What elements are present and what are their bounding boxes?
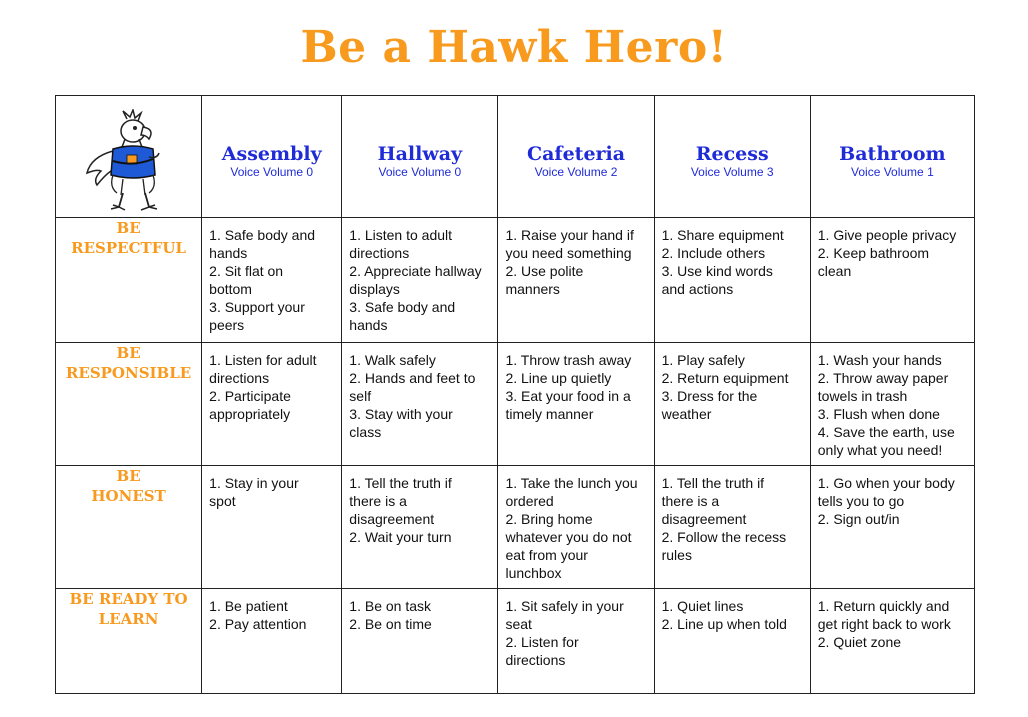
- expectation-text: 2. Wait your turn: [349, 529, 452, 545]
- voice-volume-label: Voice Volume 0: [378, 164, 462, 179]
- expectation-text: manners: [505, 281, 560, 297]
- expectation-text: ordered: [505, 493, 554, 509]
- expectation-cell: [498, 466, 654, 589]
- expectation-text: 2. Appreciate hallway: [349, 263, 482, 279]
- expectation-text: 2. Sit flat on: [209, 263, 284, 279]
- expectation-text: 1. Walk safely: [349, 352, 436, 368]
- expectation-row: [56, 589, 975, 694]
- row-label: RESPECTFUL: [71, 239, 186, 257]
- voice-volume-label: Voice Volume 2: [534, 164, 618, 179]
- expectation-cell: [342, 343, 498, 466]
- header-row: [56, 96, 975, 218]
- expectation-text: 2. Hands and feet to: [349, 370, 476, 386]
- column-header-cafeteria: [498, 96, 654, 218]
- expectation-text: clean: [817, 263, 852, 279]
- expectation-cell: [654, 343, 810, 466]
- expectation-text: 1. Throw trash away: [505, 352, 632, 368]
- expectation-cell: [342, 218, 498, 343]
- expectation-cell: [810, 589, 974, 694]
- expectation-text: 2. Participate: [209, 388, 291, 404]
- expectation-cell: [202, 343, 342, 466]
- expectation-cell: [202, 218, 342, 343]
- expectation-cell: [810, 466, 974, 589]
- expectation-text: 1. Safe body and: [209, 227, 316, 243]
- expectation-text: 1. Stay in your: [209, 475, 299, 491]
- expectation-cell: [342, 466, 498, 589]
- expectation-text: 2. Bring home: [505, 511, 593, 527]
- expectation-text: hands: [349, 317, 388, 333]
- expectation-text: spot: [209, 493, 236, 509]
- page-title: Be a Hawk Hero!: [300, 22, 728, 73]
- expectation-text: 1. Listen to adult: [349, 227, 453, 243]
- expectation-cell: [810, 343, 974, 466]
- mascot-cell: [56, 96, 202, 218]
- row-label-cell: [56, 589, 202, 694]
- expectation-text: directions: [209, 370, 270, 386]
- expectation-text: 3. Use kind words: [661, 263, 773, 279]
- row-label: BE READY TO: [69, 590, 188, 608]
- expectation-text: displays: [349, 281, 400, 297]
- behavior-matrix-table: [55, 95, 975, 694]
- expectation-text: get right back to work: [817, 616, 951, 632]
- expectation-text: 1. Sit safely in your: [505, 598, 624, 614]
- expectation-text: disagreement: [661, 511, 747, 527]
- column-header-bathroom: [810, 96, 974, 218]
- row-label: LEARN: [98, 610, 159, 628]
- expectation-cell: [498, 218, 654, 343]
- expectation-cell: [498, 343, 654, 466]
- expectation-cell: [342, 589, 498, 694]
- row-label-cell: [56, 466, 202, 589]
- expectation-text: 1. Raise your hand if: [505, 227, 634, 243]
- expectation-text: 2. Sign out/in: [817, 511, 900, 527]
- expectation-text: directions: [505, 652, 566, 668]
- expectation-cell: [202, 466, 342, 589]
- expectation-text: seat: [505, 616, 532, 632]
- expectation-text: 2. Return equipment: [661, 370, 789, 386]
- row-label: BE: [116, 219, 141, 237]
- column-title: Cafeteria: [526, 142, 626, 165]
- expectation-text: 2. Keep bathroom: [817, 245, 930, 261]
- column-header-recess: [654, 96, 810, 218]
- expectation-text: 1. Play safely: [661, 352, 745, 368]
- row-label: HONEST: [91, 487, 166, 505]
- expectation-text: 2. Throw away paper: [817, 370, 949, 386]
- expectation-text: 1. Go when your body: [817, 475, 955, 491]
- expectation-text: 3. Support your: [209, 299, 305, 315]
- expectation-cell: [654, 589, 810, 694]
- expectation-text: 3. Flush when done: [817, 406, 940, 422]
- voice-volume-label: Voice Volume 0: [230, 164, 314, 179]
- expectation-text: and actions: [661, 281, 734, 297]
- expectation-text: peers: [209, 317, 245, 333]
- column-title: Assembly: [221, 142, 322, 165]
- expectation-text: hands: [209, 245, 248, 261]
- expectation-cell: [654, 218, 810, 343]
- expectation-text: 1. Tell the truth if: [349, 475, 452, 491]
- expectation-text: bottom: [209, 281, 252, 297]
- column-title: Bathroom: [839, 142, 946, 165]
- expectation-text: directions: [349, 245, 410, 261]
- expectation-text: 1. Give people privacy: [817, 227, 957, 243]
- expectation-cell: [810, 218, 974, 343]
- expectation-text: 1. Quiet lines: [661, 598, 744, 614]
- row-label-cell: [56, 218, 202, 343]
- expectation-text: 2. Be on time: [349, 616, 432, 632]
- expectation-text: 2. Follow the recess: [661, 529, 787, 545]
- row-label: BE: [116, 344, 141, 362]
- expectation-row: [56, 343, 975, 466]
- expectation-text: 1. Share equipment: [661, 227, 784, 243]
- expectation-text: 2. Quiet zone: [817, 634, 902, 650]
- expectation-text: 1. Return quickly and: [817, 598, 950, 614]
- expectation-text: 3. Dress for the: [661, 388, 758, 404]
- expectation-text: timely manner: [505, 406, 594, 422]
- expectation-text: 1. Listen for adult: [209, 352, 317, 368]
- expectation-text: 2. Line up quietly: [505, 370, 612, 386]
- expectation-row: [56, 466, 975, 589]
- expectation-text: lunchbox: [505, 565, 562, 581]
- expectation-text: 3. Eat your food in a: [505, 388, 631, 404]
- expectation-cell: [202, 589, 342, 694]
- expectation-text: class: [349, 424, 382, 440]
- row-label-cell: [56, 343, 202, 466]
- expectation-cell: [498, 589, 654, 694]
- expectation-text: whatever you do not: [505, 529, 632, 545]
- row-label: BE: [116, 467, 141, 485]
- expectation-text: 3. Safe body and: [349, 299, 456, 315]
- expectation-text: you need something: [505, 245, 632, 261]
- expectation-text: 2. Pay attention: [209, 616, 307, 632]
- expectation-text: 1. Be patient: [209, 598, 288, 614]
- expectation-text: 1. Take the lunch you: [505, 475, 638, 491]
- expectation-text: rules: [661, 547, 692, 563]
- column-header-hallway: [342, 96, 498, 218]
- expectation-text: 2. Listen for: [505, 634, 579, 650]
- expectation-text: 2. Use polite: [505, 263, 584, 279]
- row-label: RESPONSIBLE: [65, 364, 192, 382]
- expectation-text: there is a: [349, 493, 407, 509]
- expectation-text: towels in trash: [817, 388, 908, 404]
- expectation-row: [56, 218, 975, 343]
- hawk-mascot-icon: [83, 109, 175, 213]
- column-title: Recess: [695, 142, 769, 165]
- expectation-text: self: [349, 388, 372, 404]
- column-header-assembly: [202, 96, 342, 218]
- expectation-text: 1. Be on task: [349, 598, 432, 614]
- voice-volume-label: Voice Volume 1: [851, 164, 934, 179]
- expectation-cell: [654, 466, 810, 589]
- expectation-text: 2. Include others: [661, 245, 766, 261]
- column-title: Hallway: [377, 142, 463, 165]
- expectation-text: 4. Save the earth, use: [817, 424, 955, 440]
- expectation-text: 2. Line up when told: [661, 616, 787, 632]
- expectation-text: 1. Wash your hands: [817, 352, 942, 368]
- voice-volume-label: Voice Volume 3: [690, 164, 774, 179]
- expectation-text: eat from your: [505, 547, 588, 563]
- expectation-text: tells you to go: [817, 493, 905, 509]
- expectation-text: there is a: [661, 493, 720, 509]
- expectation-text: 3. Stay with your: [349, 406, 453, 422]
- expectation-text: appropriately: [209, 406, 291, 422]
- expectation-text: weather: [661, 406, 712, 422]
- expectation-text: disagreement: [349, 511, 435, 527]
- expectation-text: only what you need!: [817, 442, 943, 458]
- expectation-text: 1. Tell the truth if: [661, 475, 765, 491]
